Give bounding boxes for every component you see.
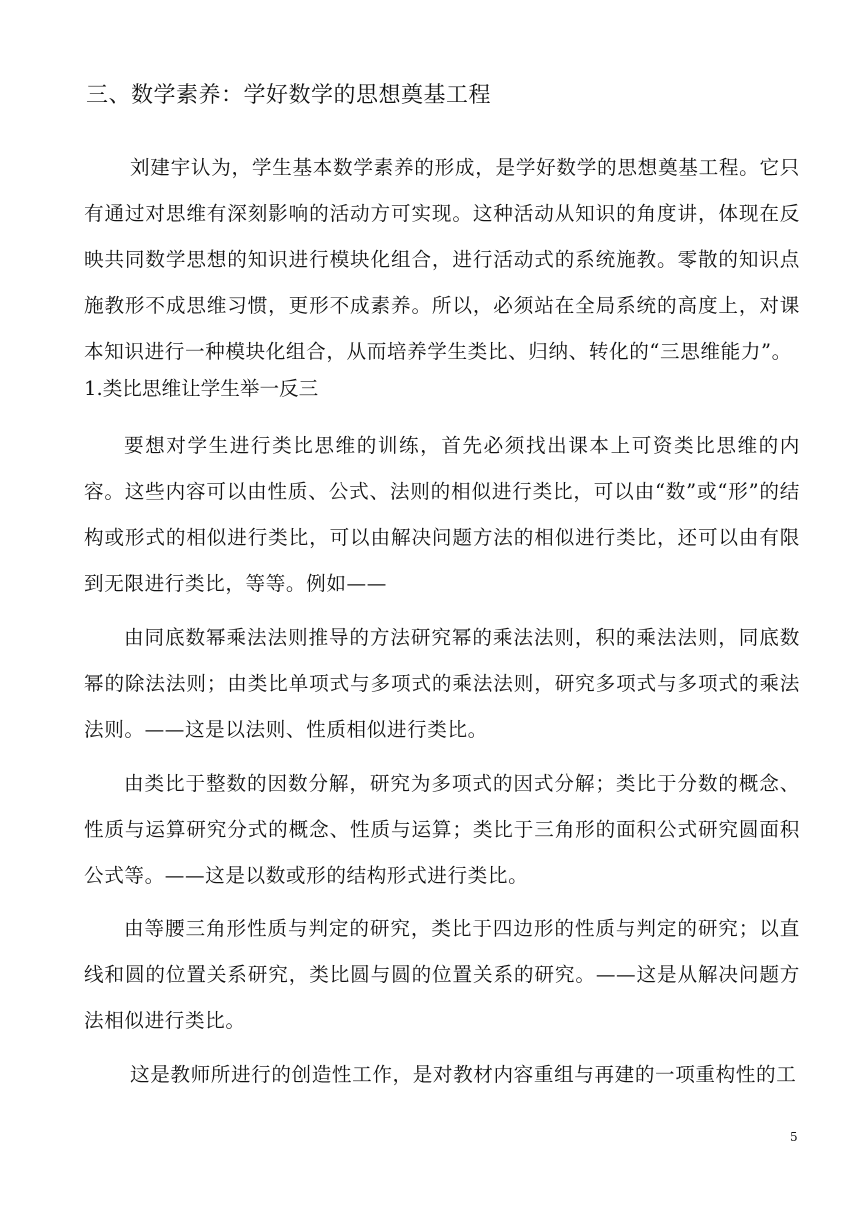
paragraph-structure-analogy: 由类比于整数的因数分解，研究为多项式的因式分解；类比于分数的概念、性质与运算研究分式的概念、性质与运算；类比于三角形的面积公式研究圆面积公式等。——这是以数或形的结构形式进行类比。 — [84, 772, 800, 887]
paragraph-analogy-training: 要想对学生进行类比思维的训练，首先必须找出课本上可资类比思维的内容。这些内容可以由性质、公式、法则的相似进行类比，可以由“数”或“形”的结构或形式的相似进行类比，可以由解决问题方法的相似进行类比，还可以由有限到无限进行类比，等等。例如—— — [84, 434, 800, 595]
page-number: 5 — [790, 1130, 798, 1144]
paragraph-intro: 刘建宇认为，学生基本数学素养的形成，是学好数学的思想奠基工程。它只有通过对思维有深刻影响的活动方可实现。这种活动从知识的角度讲，体现在反映共同数学思想的知识进行模块化组合，进行活动式的系统施教。零散的知识点施教形不成思维习惯，更形不成素养。所以，必须站在全局系统的高度上，对课本知识进行一种模块化组合，从而培养学生类比、归纳、转化的“三思维能力”。 — [84, 156, 800, 363]
subsection-heading: 1.类比思维让学生举一反三 — [84, 377, 319, 400]
paragraph-law-analogy: 由同底数幂乘法法则推导的方法研究幂的乘法法则，积的乘法法则，同底数幂的除法法则；由类比单项式与多项式的乘法法则，研究多项式与多项式的乘法法则。——这是以法则、性质相似进行类比。 — [84, 626, 800, 741]
paragraph-method-analogy: 由等腰三角形性质与判定的研究，类比于四边形的性质与判定的研究；以直线和圆的位置关系研究，类比圆与圆的位置关系的研究。——这是从解决问题方法相似进行类比。 — [84, 917, 800, 1032]
section-heading: 三、数学素养：学好数学的思想奠基工程 — [86, 83, 492, 108]
paragraph-creative-work: 这是教师所进行的创造性工作，是对教材内容重组与再建的一项重构性的工 — [130, 1063, 797, 1086]
